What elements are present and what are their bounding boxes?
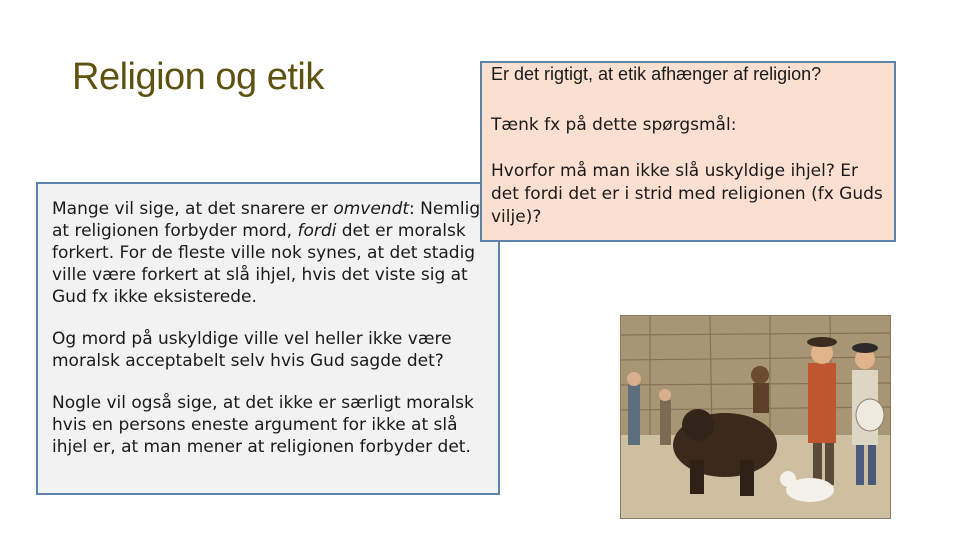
- paragraph-2: Og mord på uskyldige ville vel heller ikke være moralsk acceptabelt selv hvis Gud sagde det?: [52, 329, 452, 371]
- p1-mid: : Nemlig at religionen forbyder mord,: [52, 199, 481, 241]
- argument-text: [52, 198, 492, 478]
- paragraph-1: [52, 198, 492, 308]
- p1-tail: det er moralsk forkert. For de fleste ville nok synes, at det stadig ville være forkert at slå ihjel, hvis det viste sig at Gud fx ikke eksisterede.: [52, 221, 476, 307]
- p1-emphasis-omvendt: omvendt: [333, 199, 410, 219]
- question-body: Hvorfor må man ikke slå uskyldige ihjel? Er det fordi det er i strid med religionen (fx Guds vilje)?: [491, 161, 883, 227]
- question-heading: Er det rigtigt, at etik afhænger af religion?: [491, 64, 822, 84]
- p1-lead: Mange vil sige, at det snarere er: [52, 199, 334, 219]
- illustration-image: [620, 315, 891, 519]
- slide-title: Religion og etik: [72, 56, 324, 98]
- p1-emphasis-fordi: fordi: [297, 221, 337, 241]
- paragraph-3: Nogle vil også sige, at det ikke er særligt moralsk hvis en persons eneste argument for ikke at slå ihjel er, at man mener at religionen forbyder det.: [52, 393, 474, 457]
- question-intro: Tænk fx på dette spørgsmål:: [491, 115, 737, 135]
- dancing-bear-illustration: [620, 315, 891, 519]
